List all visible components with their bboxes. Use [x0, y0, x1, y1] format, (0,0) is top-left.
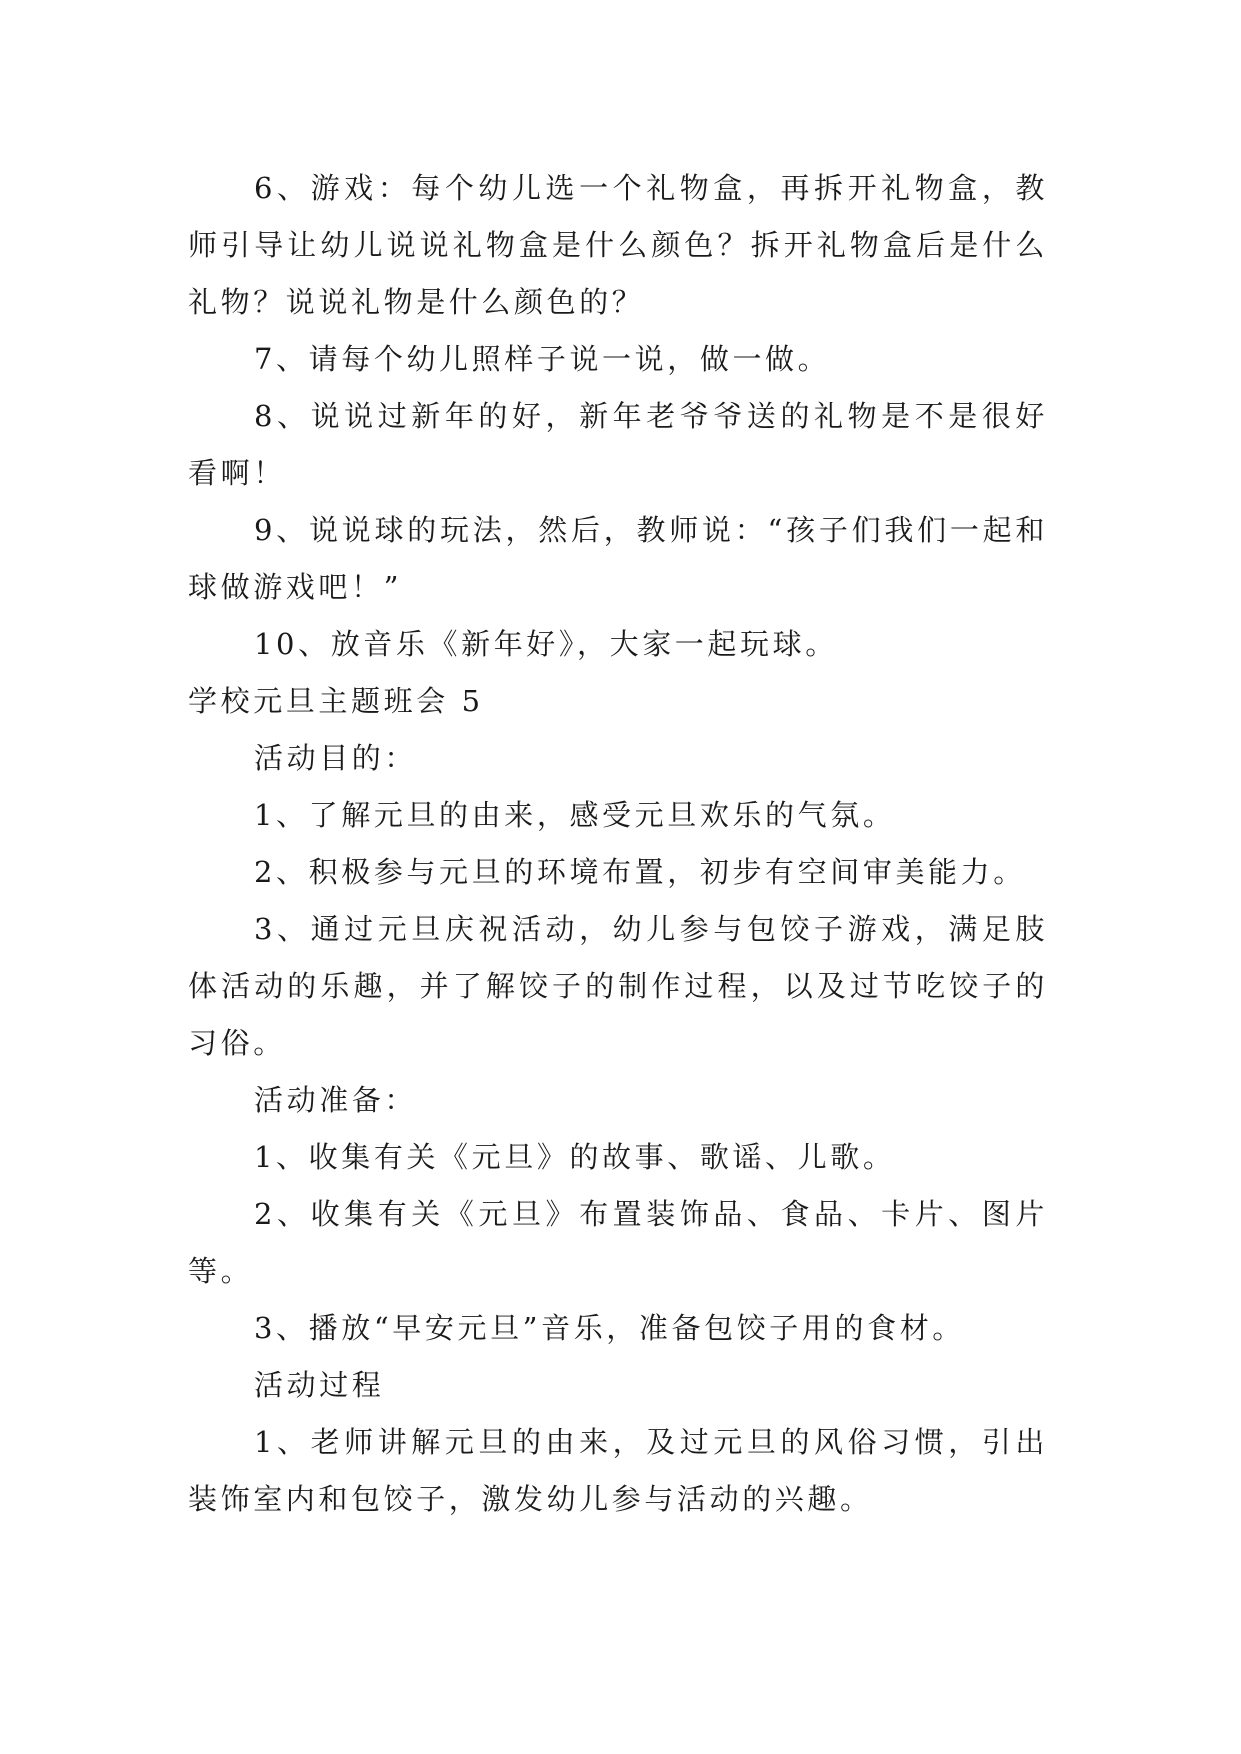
preparation-item-3: 3、播放“早安元旦”音乐，准备包饺子用的食材。: [254, 1311, 965, 1345]
goal-item-1: 1、了解元旦的由来，感受元旦欢乐的气氛。: [254, 798, 896, 832]
preparation-item-1: 1、收集有关《元旦》的故事、歌谣、儿歌。: [254, 1140, 896, 1174]
process-item-1: 1、老师讲解元旦的由来，及过元旦的风俗习惯，引出装饰室内和包饺子，激发幼儿参与活动的兴趣。: [188, 1425, 1048, 1516]
subheading-activity-preparation: 活动准备：: [254, 1083, 418, 1117]
paragraph-step-9: 9、说说球的玩法，然后，教师说：“孩子们我们一起和球做游戏吧！”: [188, 513, 1048, 604]
goal-item-3: 3、通过元旦庆祝活动，幼儿参与包饺子游戏，满足肢体活动的乐趣，并了解饺子的制作过程，以及过节吃饺子的习俗。: [188, 912, 1048, 1060]
section-heading: 学校元旦主题班会 5: [188, 684, 484, 718]
goal-item-2: 2、积极参与元旦的环境布置，初步有空间审美能力。: [254, 855, 1026, 889]
subheading-activity-process: 活动过程: [254, 1368, 385, 1402]
paragraph-step-10: 10、放音乐《新年好》，大家一起玩球。: [254, 627, 838, 661]
paragraph-step-7: 7、请每个幼儿照样子说一说，做一做。: [254, 342, 831, 376]
paragraph-step-8: 8、说说过新年的好，新年老爷爷送的礼物是不是很好看啊！: [188, 399, 1048, 490]
subheading-activity-goals: 活动目的：: [254, 741, 418, 775]
preparation-item-2: 2、收集有关《元旦》布置装饰品、食品、卡片、图片等。: [188, 1197, 1048, 1288]
paragraph-game-step-6: 6、游戏：每个幼儿选一个礼物盒，再拆开礼物盒，教师引导让幼儿说说礼物盒是什么颜色？拆开礼物盒后是什么礼物？说说礼物是什么颜色的？: [188, 171, 1048, 319]
document-body: [188, 160, 1048, 1528]
